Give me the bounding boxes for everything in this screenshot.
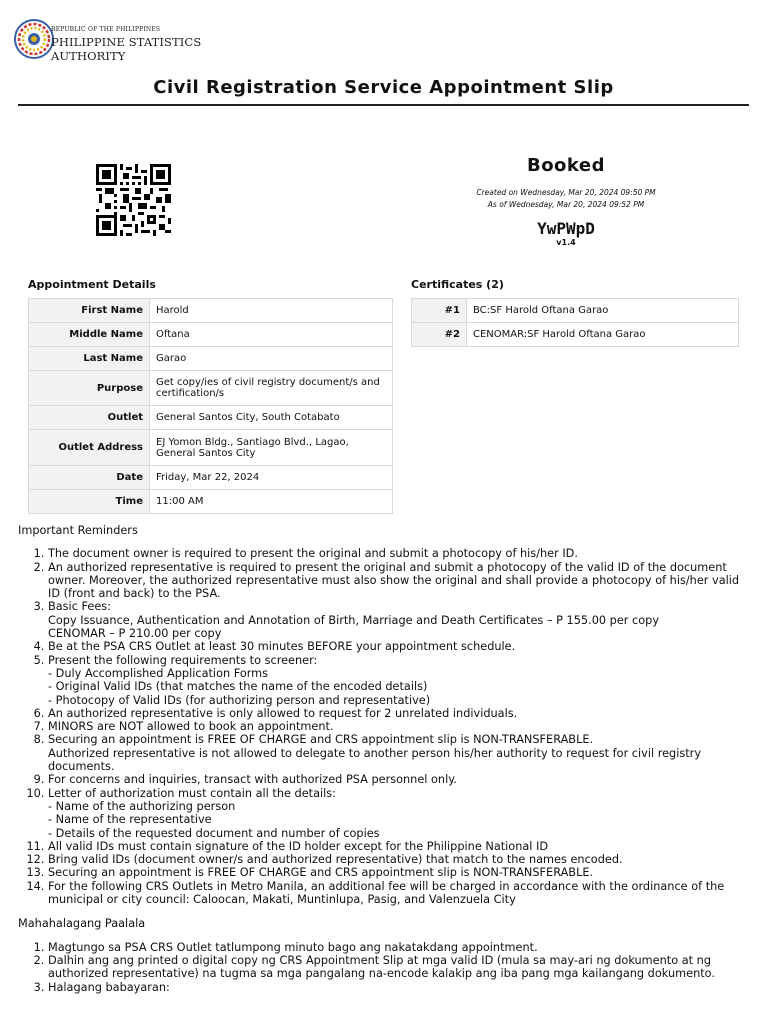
list-item — [48, 561, 753, 601]
row-value: Friday, Mar 22, 2024 — [150, 466, 393, 490]
list-item — [48, 654, 753, 707]
list-item — [48, 840, 753, 853]
row-value: General Santos City, South Cotabato — [150, 406, 393, 430]
list-item-subtext: Copy Issuance, Authentication and Annotation of Birth, Marriage and Death Certificates – P 155.00 per copy — [48, 613, 660, 627]
row-label: Time — [29, 490, 150, 514]
certificate-number: #2 — [412, 323, 467, 347]
list-item-text: MINORS are NOT allowed to book an appointment. — [48, 720, 334, 734]
appointment-details-table — [28, 298, 393, 514]
list-item-text: Halagang babayaran: — [48, 980, 170, 994]
list-item-text: An authorized representative is only allowed to request for 2 unrelated individuals. — [48, 706, 518, 720]
row-label: Outlet Address — [29, 430, 150, 466]
row-value: Oftana — [150, 323, 393, 347]
row-label: Middle Name — [29, 323, 150, 347]
row-value: Get copy/ies of civil registry document/s and certification/s — [150, 371, 393, 406]
list-item-subtext: CENOMAR – P 210.00 per copy — [48, 627, 222, 641]
list-item — [48, 733, 753, 773]
paalala-title: Mahahalagang Paalala — [18, 917, 146, 931]
row-value: EJ Yomon Bldg., Santiago Blvd., Lagao, General Santos City — [150, 430, 393, 466]
title-divider — [18, 104, 749, 106]
list-item-subtext: - Duly Accomplished Application Forms — [48, 666, 269, 680]
version-label: v1.4 — [556, 238, 576, 247]
list-item-subtext: - Name of the authorizing person — [48, 799, 236, 813]
table-row — [29, 430, 393, 466]
republic-label: REPUBLIC OF THE PHILIPPINES — [51, 26, 161, 33]
list-item — [48, 853, 753, 866]
table-row — [29, 406, 393, 430]
table-row — [412, 299, 739, 323]
list-item-text: Bring valid IDs (document owner/s and authorized representative) that match to the names encoded. — [48, 853, 623, 867]
psa-logo — [14, 18, 234, 62]
list-item — [48, 600, 753, 640]
booking-status: Booked — [526, 155, 606, 176]
list-item-text: Basic Fees: — [48, 600, 111, 614]
list-item — [48, 773, 753, 786]
row-value: Garao — [150, 347, 393, 371]
table-row — [412, 323, 739, 347]
list-item — [48, 720, 753, 733]
reminders-title: Important Reminders — [18, 524, 138, 537]
list-item — [48, 547, 753, 560]
row-value: 11:00 AM — [150, 490, 393, 514]
table-row — [29, 347, 393, 371]
certificates-table — [411, 298, 739, 347]
list-item-text: Dalhin ang ang printed o digital copy ng CRS Appointment Slip at mga valid ID (mula sa may-ari ng dokumento at ng authorized representative) na tugma sa mga pangalang na-encode kalakip ang iba pang mga kailangang dokumento. — [48, 953, 715, 981]
list-item-text: Magtungo sa PSA CRS Outlet tatlumpong minuto bago ang nakatakdang appointment. — [48, 940, 538, 954]
reminders-section — [18, 524, 753, 1005]
certificate-description: CENOMAR:SF Harold Oftana Garao — [467, 323, 739, 347]
row-value: Harold — [150, 299, 393, 323]
list-item-subtext: - Photocopy of Valid IDs (for authorizing person and representative) — [48, 693, 431, 707]
list-item-subtext: - Details of the requested document and number of copies — [48, 826, 380, 840]
created-timestamp: Created on Wednesday, Mar 20, 2024 09:50 PM — [476, 188, 656, 197]
reference-code: YwPWpD — [537, 219, 595, 238]
table-row — [29, 371, 393, 406]
row-label: Date — [29, 466, 150, 490]
certificate-number: #1 — [412, 299, 467, 323]
reminders-list — [18, 547, 753, 906]
table-row — [29, 490, 393, 514]
table-row — [29, 299, 393, 323]
list-item — [48, 954, 753, 981]
qr-code — [96, 164, 171, 236]
list-item-text: Letter of authorization must contain all the details: — [48, 786, 336, 800]
list-item — [48, 640, 753, 653]
list-item-text: All valid IDs must contain signature of the ID holder except for the Philippine National ID — [48, 839, 549, 853]
list-item-subtext: - Name of the representative — [48, 813, 212, 827]
row-label: Purpose — [29, 371, 150, 406]
list-item-subtext: Authorized representative is not allowed to delegate to another person his/her authority to request for civil registry documents. — [48, 746, 702, 774]
list-item — [48, 707, 753, 720]
certificates-heading: Certificates (2) — [411, 278, 504, 291]
list-item — [48, 941, 753, 954]
list-item-text: For the following CRS Outlets in Metro Manila, an additional fee will be charged in accordance with the ordinance of the municipal or city council: Caloocan, Makati, Muntinlupa, Pasig, and Valenzuela City — [48, 879, 725, 907]
list-item — [48, 981, 753, 994]
agency-name: PHILIPPINE STATISTICS AUTHORITY — [51, 35, 202, 63]
list-item-text: The document owner is required to present the original and submit a photocopy of his/her ID. — [48, 547, 578, 561]
table-row — [29, 323, 393, 347]
row-label: Last Name — [29, 347, 150, 371]
certificate-description: BC:SF Harold Oftana Garao — [467, 299, 739, 323]
psa-seal-icon — [14, 18, 56, 60]
row-label: Outlet — [29, 406, 150, 430]
list-item-text: An authorized representative is required to present the original and submit a photocopy of the valid ID of the document owner. Moreover, the authorized representative must also show the original and shall provide a photocopy of his/her valid ID (front and back) to the PSA. — [48, 560, 740, 601]
row-label: First Name — [29, 299, 150, 323]
list-item-text: Securing an appointment is FREE OF CHARGE and CRS appointment slip is NON-TRANSFERABLE. — [48, 866, 594, 880]
page-title: Civil Registration Service Appointment Slip — [153, 77, 614, 98]
list-item — [48, 866, 753, 879]
list-item-text: Securing an appointment is FREE OF CHARGE and CRS appointment slip is NON-TRANSFERABLE. — [48, 733, 594, 747]
paalala-list — [18, 941, 753, 994]
list-item — [48, 880, 753, 907]
appointment-details-heading: Appointment Details — [28, 278, 156, 291]
table-row — [29, 466, 393, 490]
as-of-timestamp: As of Wednesday, Mar 20, 2024 09:52 PM — [487, 200, 645, 209]
list-item-text: Be at the PSA CRS Outlet at least 30 minutes BEFORE your appointment schedule. — [48, 640, 516, 654]
list-item-text: For concerns and inquiries, transact with authorized PSA personnel only. — [48, 773, 457, 787]
list-item-text: Present the following requirements to screener: — [48, 653, 318, 667]
list-item — [48, 787, 753, 840]
list-item-subtext: - Original Valid IDs (that matches the name of the encoded details) — [48, 680, 428, 694]
